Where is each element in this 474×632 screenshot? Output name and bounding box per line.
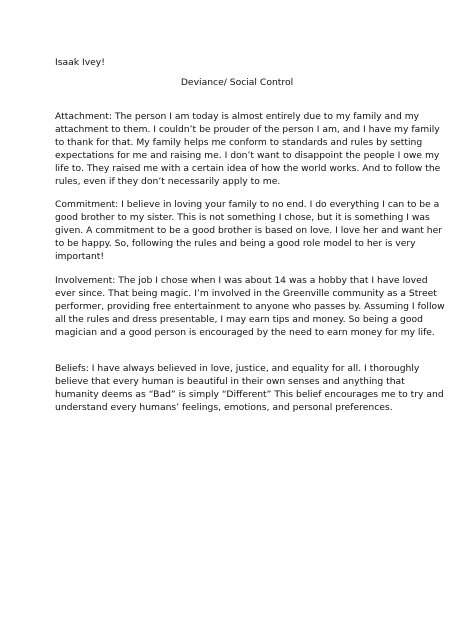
paragraph-line: to be happy. So, following the rules and being a good role model to her is very	[55, 238, 416, 249]
document-title: Deviance/ Social Control	[180, 77, 294, 88]
paragraph-line: believe that every human is beautiful in their own senses and anything that	[55, 376, 405, 387]
paragraph-line: rules, even if they don’t necessarily apply to me.	[55, 176, 281, 187]
paragraph-line: Commitment: I believe in loving your family to no end. I do everything I can to be a	[55, 199, 440, 210]
paragraph-attachment	[55, 110, 441, 188]
paragraph-line: Involvement: The job I chose when I was about 14 was a hobby that I have loved	[55, 275, 428, 286]
paragraph-beliefs	[55, 362, 444, 414]
paragraph-line: good brother to my sister. This is not something I chose, but it is something I was	[55, 212, 430, 223]
paragraph-line: given. A commitment to be a good brother is based on love. I love her and want her	[55, 225, 443, 236]
paragraph-involvement	[55, 274, 445, 339]
paragraph-line: attachment to them. I couldn’t be prouder of the person I am, and I have my family	[55, 124, 440, 135]
paragraph-line: important!	[55, 251, 105, 262]
paragraph-line: Attachment: The person I am today is almost entirely due to my family and my	[55, 111, 420, 122]
paragraph-line: performer, providing free entertainment to anyone who passes by. Assuming I follow	[55, 301, 445, 312]
paragraph-line: magician and a good person is encouraged by the need to earn money for my life.	[55, 327, 435, 338]
author-name: Isaak Ivey!	[55, 57, 105, 68]
paragraph-line: all the rules and dress presentable, I may earn tips and money. So being a good	[55, 314, 423, 325]
paragraph-line: to thank for that. My family helps me conform to standards and rules by setting	[55, 137, 423, 148]
paragraph-line: humanity deems as “Bad” is simply “Different” This belief encourages me to try and	[55, 389, 444, 400]
paragraph-line: ever since. That being magic. I’m involved in the Greenville community as a Street	[55, 288, 437, 299]
paragraph-line: life to. They raised me with a certain idea of how the world works. And to follow the	[55, 163, 441, 174]
paragraph-commitment	[55, 198, 443, 263]
paragraph-line: expectations for me and raising me. I don’t want to disappoint the people I owe my	[55, 150, 440, 161]
paragraph-line: understand every humans’ feelings, emotions, and personal preferences.	[55, 402, 393, 413]
paragraph-line: Beliefs: I have always believed in love, justice, and equality for all. I thoroughly	[55, 363, 420, 374]
